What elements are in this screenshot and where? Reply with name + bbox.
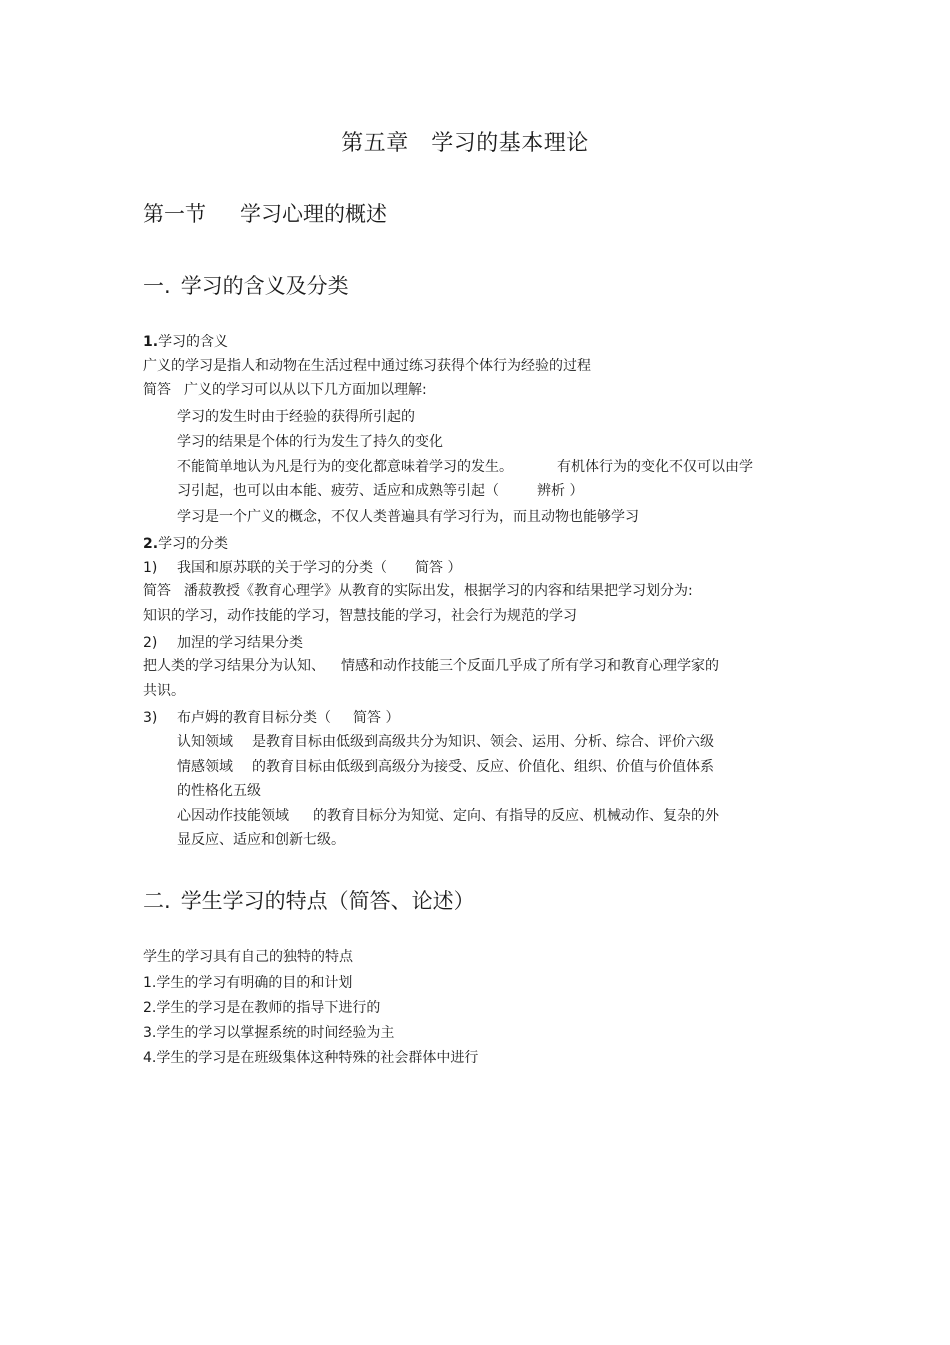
sub2-item-2-line1 (143, 657, 719, 675)
part2-item-4: 4.学生的学习是在班级集体这种特殊的社会群体中进行 (143, 1050, 479, 1066)
part2-item-2: 2.学生的学习是在教师的指导下进行的 (143, 1000, 381, 1016)
point3-part-d: 辨析 ） (537, 483, 584, 499)
sub1-point-3-line2 (177, 482, 583, 500)
domain1-text: 是教育目标由低级到高级共分为知识、领会、运用、分析、综合、评价六级 (252, 734, 714, 750)
chapter-title: 第五章 学习的基本理论 (341, 131, 589, 156)
part2-num: 二. (143, 889, 171, 913)
section-title: 学习心理的概述 (240, 202, 387, 226)
part2-item-1: 1.学生的学习有明确的目的和计划 (143, 975, 353, 991)
part2-item-3: 3.学生的学习以掌握系统的时间经验为主 (143, 1025, 395, 1041)
domain2-text: 的教育目标由低级到高级分为接受、反应、价值化、组织、价值与价值体系 (252, 759, 714, 775)
domain-affective (177, 758, 714, 776)
sub2-title: 学习的分类 (158, 536, 229, 552)
sub1-title: 学习的含义 (158, 334, 229, 350)
qa-text: 广义的学习可以从以下几方面加以理解: (184, 382, 427, 398)
point3-part-a: 不能简单地认为凡是行为的变化都意味着学习的发生。 (177, 459, 513, 475)
domain-psychomotor-cont: 显反应、适应和创新七级。 (177, 832, 345, 848)
qa-lead: 简答 (143, 382, 171, 398)
item1-tag: 简答 ） (415, 560, 462, 576)
sub2-item-1 (143, 559, 461, 577)
item2-line1-b: 情感和动作技能三个反面几乎成了所有学习和教育心理学家的 (341, 658, 719, 674)
sub2-num: 2. (143, 536, 159, 552)
part2-intro: 学生的学习具有自己的独特的特点 (143, 949, 353, 965)
point3-part-b: 有机体行为的变化不仅可以由学 (557, 459, 753, 475)
item3-tag: 简答 ） (353, 710, 400, 726)
item3-text: 布卢姆的教育目标分类（ (177, 710, 331, 726)
section-heading (143, 198, 387, 228)
domain3-text: 的教育目标分为知觉、定向、有指导的反应、机械动作、复杂的外 (313, 808, 719, 824)
sub2-item-1-types: 知识的学习，动作技能的学习，智慧技能的学习，社会行为规范的学习 (143, 608, 577, 624)
sub1-point-3-line1 (177, 458, 753, 476)
domain-psychomotor (177, 807, 719, 825)
domain-cognitive (177, 733, 714, 751)
sub1-point-2: 学习的结果是个体的行为发生了持久的变化 (177, 434, 443, 450)
item1-text: 我国和原苏联的关于学习的分类（ (177, 560, 387, 576)
item2-num: 2) (143, 635, 158, 651)
domain2-name: 情感领域 (177, 759, 233, 775)
item1-qa-lead: 简答 (143, 583, 171, 599)
sub2-item-2-line2: 共识。 (143, 683, 185, 699)
sub1-definition: 广义的学习是指人和动物在生活过程中通过练习获得个体行为经验的过程 (143, 358, 591, 374)
part1-heading (143, 270, 349, 300)
item2-text: 加涅的学习结果分类 (177, 635, 303, 651)
part1-num: 一. (143, 274, 171, 298)
sub1-heading (143, 333, 228, 351)
sub1-point-4: 学习是一个广义的概念，不仅人类普遍具有学习行为，而且动物也能够学习 (177, 509, 639, 525)
part2-title: 学生学习的特点（简答、论述） (180, 889, 475, 913)
sub1-qa (143, 381, 427, 399)
sub2-item-2 (143, 634, 303, 652)
part2-heading (143, 885, 475, 915)
sub2-item-3 (143, 709, 399, 727)
domain-affective-cont: 的性格化五级 (177, 783, 261, 799)
sub1-point-1: 学习的发生时由于经验的获得所引起的 (177, 409, 415, 425)
part1-title: 学习的含义及分类 (180, 274, 349, 298)
item1-num: 1) (143, 560, 158, 576)
domain1-name: 认知领域 (177, 734, 233, 750)
item1-qa-text: 潘菽教授《教育心理学》从教育的实际出发，根据学习的内容和结果把学习划分为: (184, 583, 693, 599)
item3-num: 3) (143, 710, 158, 726)
point3-part-c: 习引起，也可以由本能、疲劳、适应和成熟等引起（ (177, 483, 499, 499)
sub1-num: 1. (143, 334, 159, 350)
section-label: 第一节 (143, 202, 206, 226)
domain3-name: 心因动作技能领域 (177, 808, 289, 824)
sub2-item-1-qa (143, 582, 693, 600)
sub2-heading (143, 535, 228, 553)
item2-line1-a: 把人类的学习结果分为认知、 (143, 658, 325, 674)
